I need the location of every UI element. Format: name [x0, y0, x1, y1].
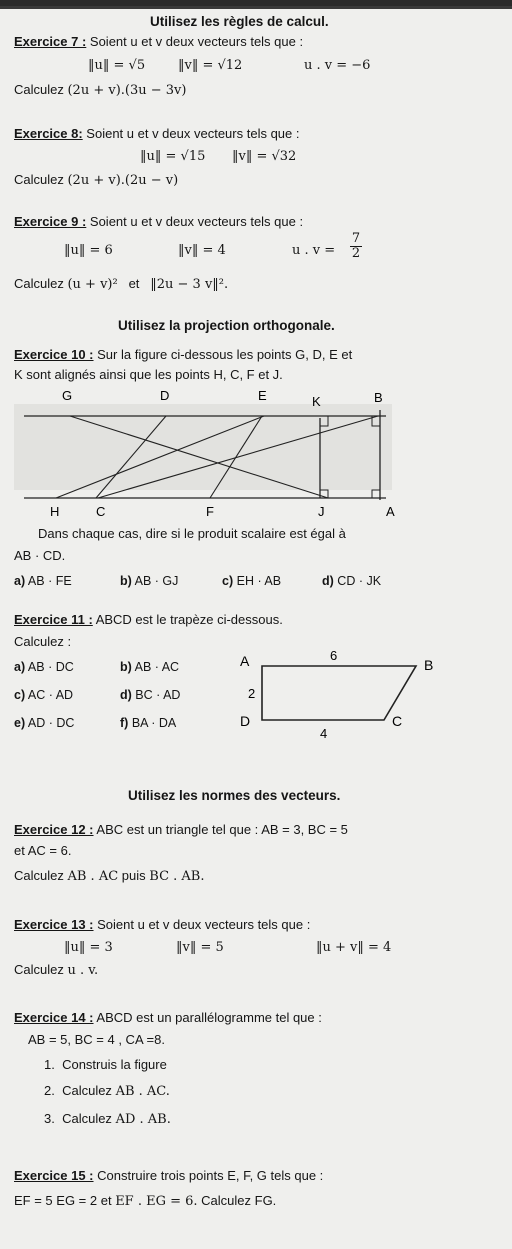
ex10-point-top: D — [160, 388, 170, 403]
ex9-et: et — [128, 276, 140, 291]
ex15-statement — [14, 1168, 323, 1183]
ex8-statement — [14, 126, 299, 141]
ex12-question: Calculez AB . AC puis BC . AB. — [14, 868, 205, 884]
ex9-label: Exercice 9 : — [14, 214, 87, 229]
ex7-statement — [14, 34, 303, 49]
ex13-cond-u-norm: ‖u‖ = 3 — [64, 940, 113, 955]
ex8-expression: (2u + v).(2u − v) — [67, 173, 179, 188]
worksheet-page — [0, 6, 512, 1249]
ex10-question-1: Dans chaque cas, dire si le produit scalaire est égal à — [38, 526, 346, 541]
ex7-cond-dot: u . v = −6 — [304, 58, 371, 73]
ex10-question-2: AB · CD. — [14, 548, 66, 563]
ex7-cond-u-norm: ‖u‖ = √5 — [88, 58, 146, 73]
ex8-cond-u-norm: ‖u‖ = √15 — [140, 149, 206, 164]
ex9-calc-label: Calculez — [14, 276, 64, 291]
section-title-calc: Utilisez les règles de calcul. — [150, 14, 329, 29]
ex10-point-bottom: A — [386, 504, 395, 519]
ex11-label: Exercice 11 : — [14, 612, 93, 627]
ex15-dot-expression: EF . EG = 6. — [115, 1194, 198, 1209]
ex7-label: Exercice 7 : — [14, 34, 87, 49]
ex11-item-d: d) BC · AD — [120, 688, 181, 702]
ex10-point-top: K — [312, 394, 321, 409]
ex9-cond-u-norm: ‖u‖ = 6 — [64, 243, 113, 258]
ex10-point-bottom: C — [96, 504, 106, 519]
ex7-cond-v-norm: ‖v‖ = √12 — [178, 58, 243, 73]
ex11-length-AD: 2 — [248, 686, 256, 701]
page-top-edge — [0, 6, 512, 9]
ex7-question — [14, 82, 186, 98]
ex11-length-AB: 6 — [330, 648, 338, 663]
ex13-text: Soient u et v deux vecteurs tels que : — [97, 917, 311, 932]
ex13-cond-sum-norm: ‖u + v‖ = 4 — [316, 940, 392, 955]
ex9-text: Soient u et v deux vecteurs tels que : — [89, 214, 304, 229]
ex11-calc-label: Calculez : — [14, 634, 72, 649]
ex9-fraction — [350, 232, 362, 261]
ex13-expression: u . v. — [67, 963, 99, 978]
ex9-cond-v-norm: ‖v‖ = 4 — [178, 243, 226, 258]
ex9-question — [14, 276, 228, 292]
ex10-point-top: B — [374, 390, 383, 405]
ex9-statement — [14, 214, 303, 229]
ex11-vertex-B: B — [424, 657, 434, 673]
ex8-label: Exercice 8: — [14, 126, 83, 141]
ex10-item-a: a) AB · FE — [14, 574, 72, 588]
ex9-fraction-num: 7 — [351, 231, 361, 246]
ex11-item-e: e) AD · DC — [14, 716, 75, 730]
section-title-normes: Utilisez les normes des vecteurs. — [128, 788, 341, 803]
ex12-label: Exercice 12 : — [14, 822, 94, 837]
ex8-text: Soient u et v deux vecteurs tels que : — [86, 126, 300, 141]
ex11-item-f: f) BA · DA — [120, 716, 177, 730]
ex13-statement — [14, 917, 310, 932]
ex9-fraction-den: 2 — [351, 246, 361, 261]
ex10-item-d: d) CD · JK — [322, 574, 382, 588]
ex15-label: Exercice 15 : — [14, 1168, 94, 1183]
ex13-question: Calculez u . v. — [14, 962, 99, 978]
ex10-point-bottom: J — [318, 504, 325, 519]
ex10-text-2: K sont alignés ainsi que les points H, C, F et J. — [14, 367, 283, 382]
ex14-step-2: 2. Calculez AB . AC. — [44, 1083, 170, 1099]
ex10-statement — [14, 347, 352, 362]
ex9-expression-1: (u + v)² — [67, 277, 118, 292]
ex10-item-c: c) EH · AB — [222, 574, 282, 588]
ex8-cond-v-norm: ‖v‖ = √32 — [232, 149, 297, 164]
ex15-text: Construire trois points E, F, G tels que : — [97, 1168, 324, 1183]
section-title-projection: Utilisez la projection orthogonale. — [118, 318, 335, 333]
ex9-cond-dot: u . v = — [292, 243, 336, 258]
ex10-label: Exercice 10 : — [14, 347, 94, 362]
ex14-text: ABCD est un parallélogramme tel que : — [96, 1010, 322, 1025]
ex9-expression-2: ‖2u − 3 v‖². — [150, 277, 229, 292]
ex11-text: ABCD est le trapèze ci-dessous. — [95, 612, 283, 627]
ex12-text-1: ABC est un triangle tel que : AB = 3, BC = 5 — [96, 822, 348, 837]
ex10-right-angle-A — [372, 490, 380, 498]
ex10-point-top: E — [258, 388, 267, 403]
ex11-vertex-A: A — [240, 653, 250, 669]
ex12-expression-1: AB . AC — [67, 869, 119, 884]
ex11-length-DC: 4 — [320, 726, 328, 741]
ex10-text-1: Sur la figure ci-dessous les points G, D, E et — [97, 347, 353, 362]
ex12-expression-2: BC . AB. — [149, 869, 205, 884]
ex11-trapezoid-figure — [236, 646, 456, 746]
ex11-vertex-D: D — [240, 713, 251, 729]
ex13-label: Exercice 13 : — [14, 917, 94, 932]
ex11-item-c: c) AC · AD — [14, 688, 74, 702]
ex14-step-1: 1. Construis la figure — [44, 1057, 167, 1072]
ex10-figure — [0, 384, 512, 524]
ex11-vertex-C: C — [392, 713, 403, 729]
ex11-item-a: a) AB · DC — [14, 660, 74, 674]
ex11-trapezoid — [262, 666, 416, 720]
ex7-expression: (2u + v).(3u − 3v) — [67, 83, 187, 98]
ex7-text: Soient u et v deux vecteurs tels que : — [89, 34, 304, 49]
ex14-statement — [14, 1010, 322, 1025]
ex10-item-b: b) AB · GJ — [120, 574, 179, 588]
ex10-point-top: G — [62, 388, 73, 403]
ex8-calc-label: Calculez — [14, 172, 64, 187]
ex13-cond-v-norm: ‖v‖ = 5 — [176, 940, 224, 955]
ex12-text-2: et AC = 6. — [14, 843, 72, 858]
ex14-step-3: 3. Calculez AD . AB. — [44, 1111, 171, 1127]
ex14-label: Exercice 14 : — [14, 1010, 94, 1025]
ex7-calc-label: Calculez — [14, 82, 64, 97]
ex10-figure-shade — [14, 404, 392, 490]
ex10-point-bottom: H — [50, 504, 60, 519]
ex10-point-bottom: F — [206, 504, 214, 519]
ex12-statement — [14, 822, 348, 837]
ex11-item-b: b) AB · AC — [120, 660, 180, 674]
ex8-question — [14, 172, 178, 188]
ex11-statement — [14, 612, 283, 627]
ex15-conditions: EF = 5 EG = 2 et EF . EG = 6. Calculez FG. — [14, 1193, 277, 1209]
ex14-conditions: AB = 5, BC = 4 , CA =8. — [28, 1032, 165, 1047]
